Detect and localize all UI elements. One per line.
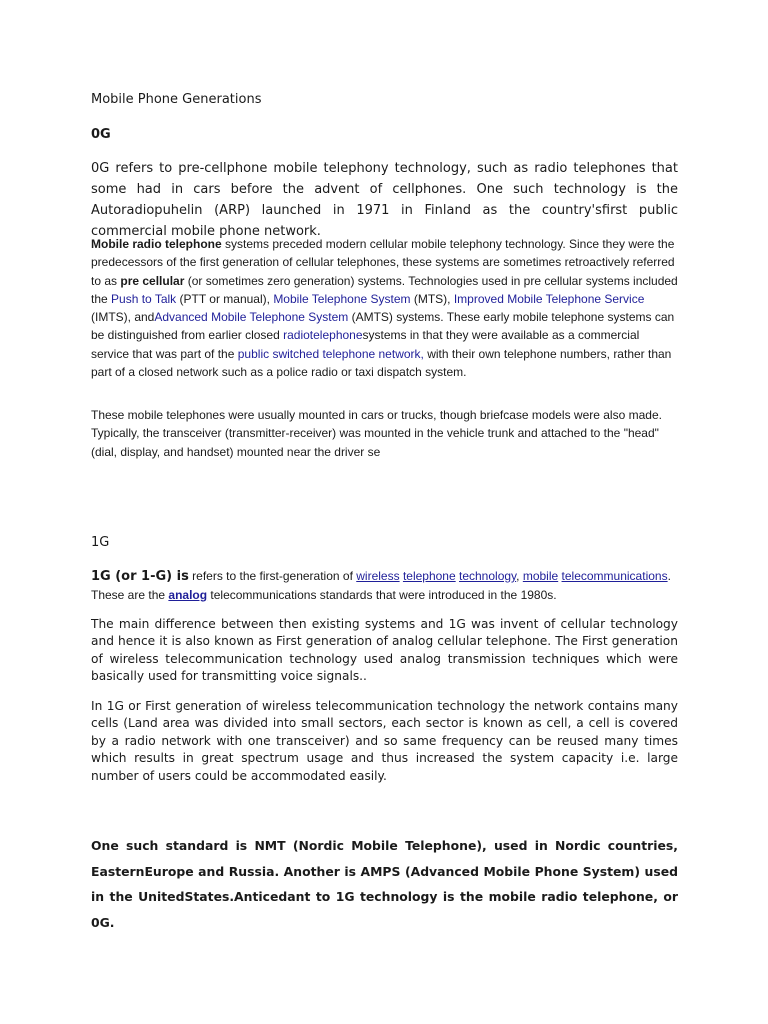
link-wireless[interactable]: wireless (356, 569, 400, 583)
bold-pre-cellular: pre cellular (120, 273, 185, 288)
text-run: . These are the (91, 569, 671, 602)
paragraph-0g-intro: 0G refers to pre-cellphone mobile telephony technology, such as radio telephones that some had in cars before the advent of cellphones. One such technology is the Autoradiopuhelin (ARP) launched in 1971 in Finland as the country'sfirst public commercial mobile phone network. (91, 161, 678, 239)
bold-1g-lead: 1G (or 1-G) is (91, 569, 189, 584)
link-public-switched-telephone-network[interactable]: public switched telephone network, (237, 346, 424, 361)
paragraph-cells: In 1G or First generation of wireless telecommunication technology the network contains many cells (Land area was divided into small sectors, each sector is known as cell, a cell is covered by a radio network with one transceiver) and so same frequency can be reused many times which results in great spectrum usage and thus increased the system capacity i.e. large number of users could be accommodated easily. (91, 699, 678, 783)
link-improved-mobile-telephone-service[interactable]: Improved Mobile Telephone Service (453, 291, 645, 306)
link-telecommunications[interactable]: telecommunications (561, 569, 668, 583)
text-run: telecommunications standards that were introduced in the 1980s. (207, 588, 557, 602)
text-run: (PTT or manual), (176, 291, 274, 306)
link-push-to-talk[interactable]: Push to Talk (111, 291, 177, 306)
link-radiotelephone[interactable]: radiotelephone (283, 328, 363, 343)
link-telephone[interactable]: telephone (402, 569, 456, 583)
text-run: , (516, 569, 523, 583)
document-title: Mobile Phone Generations (91, 92, 262, 107)
text-run: (IMTS), and (91, 310, 155, 325)
paragraph-mounted-in-cars: These mobile telephones were usually mounted in cars or trucks, though briefcase models were also made. Typically, the transceiver (transmitter-receiver) was mounted in the vehicle trunk and attached to the "head" (dial, display, and handset) mounted near the driver se (91, 408, 662, 459)
paragraph-nmt-amps: One such standard is NMT (Nordic Mobile Telephone), used in Nordic countries, EasternEurope and Russia. Another is AMPS (Advanced Mobile Phone System) used in the UnitedStates.Anticedant to 1G technology is the mobile radio telephone, or 0G. (91, 838, 678, 930)
text-run: (MTS), (410, 291, 454, 306)
paragraph-1g-definition (91, 567, 678, 604)
bold-mobile-radio-telephone: Mobile radio telephone (91, 237, 222, 251)
heading-1g: 1G (91, 535, 110, 550)
link-mobile[interactable]: mobile (522, 569, 559, 583)
link-analog[interactable]: analog (168, 588, 208, 602)
text-run: systems in that they were available as a commercial service that was part of the (91, 328, 640, 361)
text-run: (or sometimes zero generation) systems. Technologies used in pre cellular systems included the (91, 273, 678, 306)
link-mobile-telephone-system[interactable]: Mobile Telephone System (273, 291, 411, 306)
text-run: systems preceded modern cellular mobile telephony technology. Since they were the predecessors of the first generation of cellular telephones, these systems are sometimes retroactively referred to as (91, 237, 675, 288)
heading-0g: 0G (91, 127, 111, 142)
paragraph-mobile-radio-telephone (91, 235, 678, 381)
paragraph-main-difference: The main difference between then existing systems and 1G was invent of cellular technology and hence it is also known as First generation of analog cellular telephone. The First generation of wireless telecommunication technology used analog transmission techniques which were basically used for transmitting voice signals.. (91, 617, 678, 684)
text-run: with their own telephone numbers, rather than part of a closed network such as a police radio or taxi dispatch system. (91, 346, 672, 380)
link-advanced-mobile-telephone-system[interactable]: Advanced Mobile Telephone System (154, 310, 349, 325)
link-technology[interactable]: technology (459, 569, 517, 583)
text-run: refers to the first-generation of (188, 569, 357, 583)
text-run: (AMTS) systems. These early mobile telephone systems can be distinguished from earlier closed (91, 310, 675, 343)
